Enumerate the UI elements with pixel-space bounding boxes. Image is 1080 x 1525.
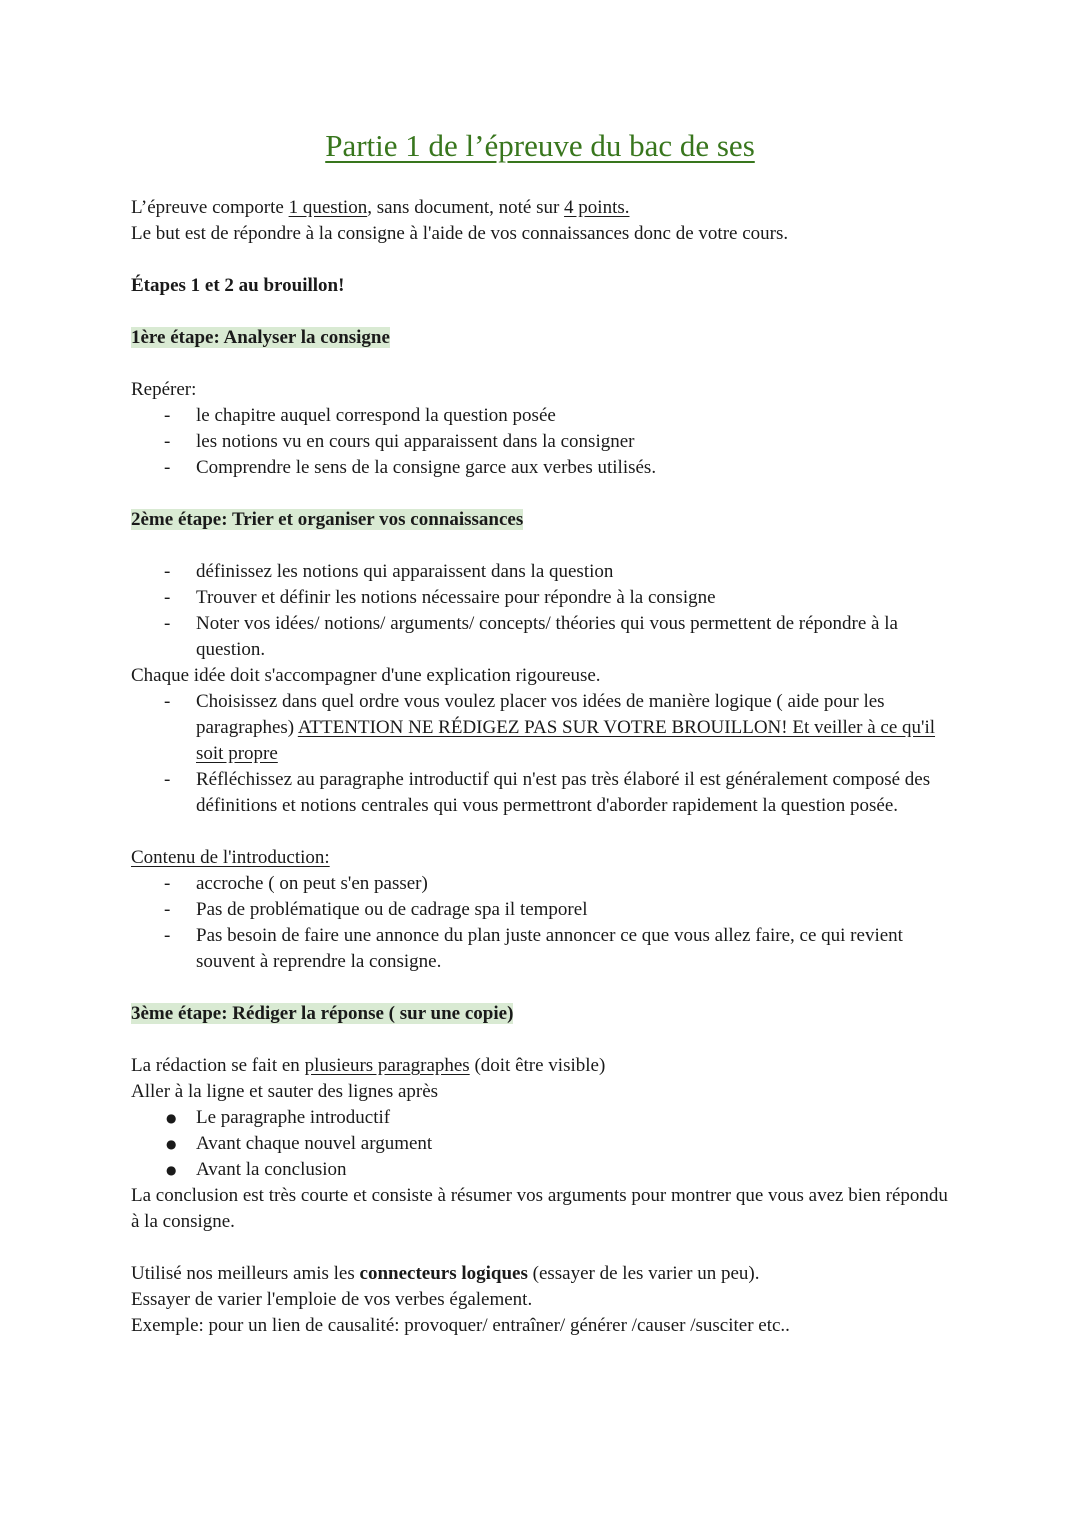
list-item: - Comprendre le sens de la consigne garce aux verbes utilisés. [131, 455, 951, 481]
intro-content-list [131, 871, 951, 975]
document-body [131, 195, 951, 1339]
conclusion-text: La conclusion est très courte et consiste à résumer vos arguments pour montrer que vous avez bien répondu à la consigne. [131, 1185, 948, 1232]
exemple-line: Exemple: pour un lien de causalité: provoquer/ entraîner/ générer /causer /susciter etc.. [131, 1315, 790, 1336]
list-item: ● Avant la conclusion [131, 1157, 951, 1183]
connecteurs-logiques: connecteurs logiques [359, 1263, 528, 1284]
connecteurs-line [131, 1261, 951, 1287]
step3-heading-text: 3ème étape: Rédiger la réponse ( sur une copie) [131, 1003, 514, 1024]
list-item: ● Avant chaque nouvel argument [131, 1131, 951, 1157]
intro-line-1 [131, 195, 951, 221]
intro-text-b: , sans document, noté sur [367, 197, 565, 218]
etapes-note: Étapes 1 et 2 au brouillon! [131, 275, 345, 296]
intro-points: 4 points. [564, 197, 630, 218]
page-title [0, 126, 1080, 166]
connecteurs-text-c: (essayer de les varier un peu). [527, 1263, 760, 1284]
step1-heading-text: 1ère étape: Analyser la consigne [131, 327, 390, 348]
step3-bullets [131, 1105, 951, 1183]
intro-text-a: L’épreuve comporte [131, 197, 289, 218]
list-item: - définissez les notions qui apparaissent dans la question [131, 559, 951, 585]
step2-explication: Chaque idée doit s'accompagner d'une explication rigoureuse. [131, 665, 601, 686]
step3-line-2: Aller à la ligne et sauter des lignes après [131, 1081, 439, 1102]
page-title-text: Partie 1 de l’épreuve du bac de ses [325, 128, 755, 163]
intro-line-2: Le but est de répondre à la consigne à l'aide de vos connaissances donc de votre cours. [131, 223, 789, 244]
step2-list [131, 559, 951, 663]
step2-list-2 [131, 689, 951, 819]
list-item: ● Le paragraphe introductif [131, 1105, 951, 1131]
intro-content-heading: Contenu de l'introduction: [131, 847, 330, 868]
intro-question-count: 1 question [288, 197, 368, 218]
step1-heading [131, 325, 951, 351]
connecteurs-text-a: Utilisé nos meilleurs amis les [131, 1263, 360, 1284]
step1-list [131, 403, 951, 481]
brouillon-warning: ATTENTION NE RÉDIGEZ PAS SUR VOTRE BROUILLON! Et veiller à ce qu'il soit propre [196, 717, 936, 764]
list-item [131, 689, 951, 767]
redaction-text-b: (doit être visible) [469, 1055, 606, 1076]
step1-lead: Repérer: [131, 379, 197, 400]
list-item: - Pas besoin de faire une annonce du plan juste annoncer ce que vous allez faire, ce qui revient souvent à reprendre la consigne. [131, 923, 951, 975]
redaction-paragraphs: plusieurs paragraphes [304, 1055, 470, 1076]
list-item: - le chapitre auquel correspond la question posée [131, 403, 951, 429]
step2-heading [131, 507, 951, 533]
order-ideas-text: Choisissez dans quel ordre vous voulez placer vos idées de manière logique ( aide pour les paragraphes) [196, 691, 885, 738]
list-item: - Trouver et définir les notions nécessaire pour répondre à la consigne [131, 585, 951, 611]
step2-heading-text: 2ème étape: Trier et organiser vos connaissances [131, 509, 524, 530]
list-item: - accroche ( on peut s'en passer) [131, 871, 951, 897]
step3-heading [131, 1001, 951, 1027]
list-item: - Pas de problématique ou de cadrage spa il temporel [131, 897, 951, 923]
verbes-line: Essayer de varier l'emploie de vos verbes également. [131, 1289, 533, 1310]
list-item: - Réfléchissez au paragraphe introductif qui n'est pas très élaboré il est généralement composé des définitions et notions centrales qui vous permettront d'aborder rapidement la question posée. [131, 767, 951, 819]
step3-line-1 [131, 1053, 951, 1079]
list-item: - Noter vos idées/ notions/ arguments/ concepts/ théories qui vous permettent de répondre à la question. [131, 611, 951, 663]
list-item: - les notions vu en cours qui apparaissent dans la consigner [131, 429, 951, 455]
redaction-text-a: La rédaction se fait en [131, 1055, 305, 1076]
